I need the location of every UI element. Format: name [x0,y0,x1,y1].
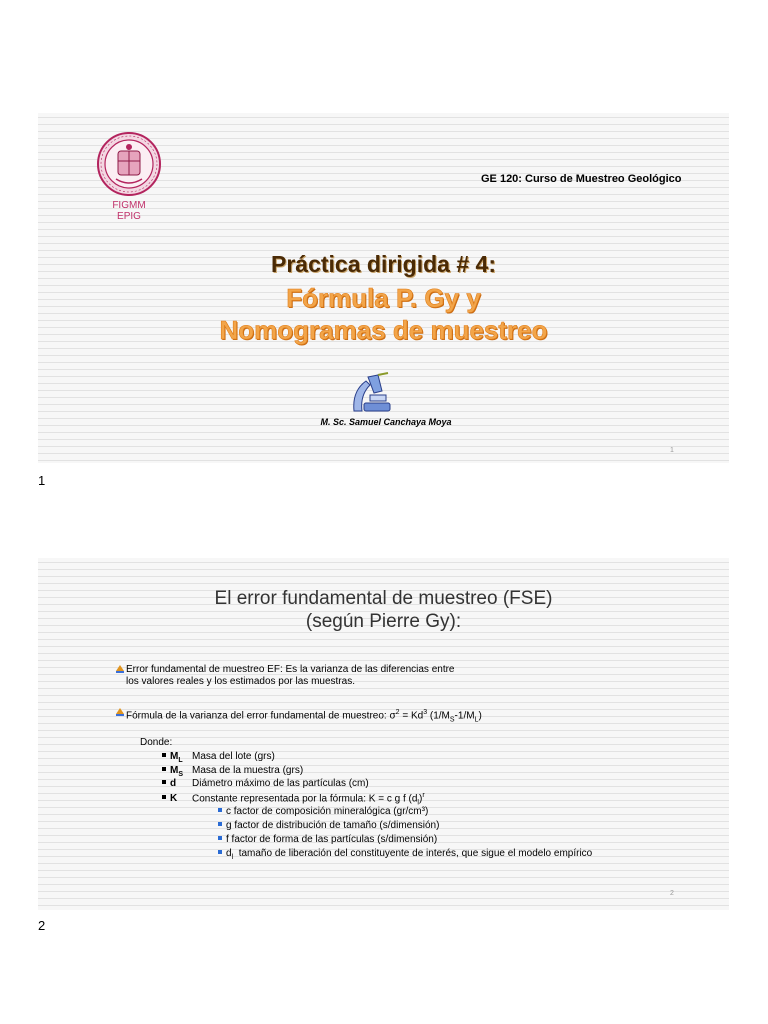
blue-bullet-icon [218,808,222,812]
factor-dl: $d_l$ tamaño de liberación del constituyente de interés, que sigue el modelo empírico [218,848,592,861]
blue-bullet-icon [218,850,222,854]
term-symbol: $M_L$ [170,751,183,764]
subtitle-line-1: Fórmula P. Gy y [286,283,481,313]
slide-1 [38,113,729,463]
term-symbol: d [170,778,177,789]
bullet-text-line-2: los valores reales y los estimados por las muestras. [126,676,355,687]
page-label-1: 1 [38,473,46,488]
factor-c: c factor de composición mineralógica (gr/cm³) [218,806,428,817]
term-ml: $M_L$ Masa del lote (grs) [162,751,275,764]
donde-label: Donde: [140,737,173,748]
seal-text-figmm: FIGMM [112,200,146,211]
page-label-2: 2 [38,918,46,933]
term-k: K Constante representada por la fórmula: K = c g f $(d_l)^r$ [162,792,425,806]
slide-number: 1 [670,447,674,454]
square-bullet-icon [162,767,166,771]
seal-text-epig: EPIG [117,211,141,222]
practice-title: Práctica dirigida # 4: [271,251,496,277]
microscope-logo [348,371,396,419]
term-d: d Diámetro máximo de las partículas (cm) [162,778,369,789]
blue-bullet-icon [218,836,222,840]
bullet-icon [116,708,124,716]
square-bullet-icon [162,753,166,757]
blue-bullet-icon [218,822,222,826]
bullet-text-line-1: Error fundamental de muestreo EF: Es la varianza de las diferencias entre [126,664,455,675]
author-name: M. Sc. Samuel Canchaya Moya [320,417,452,427]
slide-number: 2 [670,890,674,897]
slide-title-line-1: El error fundamental de muestreo (FSE) [214,588,553,609]
square-bullet-icon [162,780,166,784]
course-title: GE 120: Curso de Muestreo Geológico [481,173,682,185]
term-symbol: $M_S$ [170,765,184,778]
slide-title-line-2: (según Pierre Gy): [305,611,462,632]
bullet-formula [116,707,482,726]
bullet-icon [116,665,124,673]
factor-g: g factor de distribución de tamaño (s/dimensión) [218,820,439,831]
term-symbol: K [170,793,178,805]
slide-2 [38,558,729,910]
square-bullet-icon [162,795,166,799]
university-seal-logo [96,131,162,197]
term-ms: $M_S$ Masa de la muestra (grs) [162,765,303,778]
formula-text: Fórmula de la varianza del error fundamental de muestreo: $\sigma^2 = Kd^3$ $(1/M_S-1/M_L)$ [126,709,482,724]
subtitle-line-2: Nomogramas de muestreo [219,315,548,345]
bullet-definition [116,664,455,688]
factor-f: f factor de forma de las partículas (s/dimensión) [218,834,437,845]
